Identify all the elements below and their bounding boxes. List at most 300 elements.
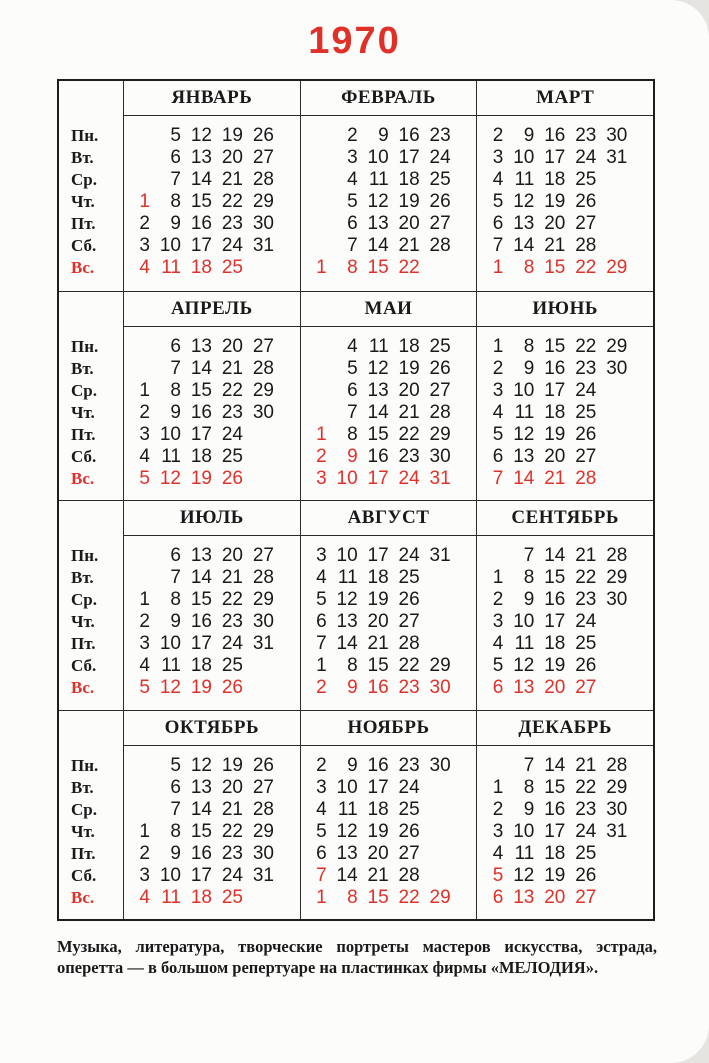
day-cell: 27 bbox=[575, 677, 597, 698]
day-row bbox=[301, 380, 477, 402]
day-cell: 4 bbox=[316, 798, 327, 820]
day-row bbox=[301, 887, 477, 909]
day-cell: 17 bbox=[190, 633, 212, 654]
day-cell: 4 bbox=[316, 567, 327, 588]
day-cell: 20 bbox=[398, 213, 420, 234]
day-cell: 8 bbox=[170, 589, 181, 610]
weekday-label: Сб. bbox=[71, 656, 97, 675]
day-cell bbox=[130, 336, 150, 358]
day-cell: 28 bbox=[575, 467, 597, 489]
day-cell: 12 bbox=[367, 357, 389, 379]
day-row bbox=[124, 358, 300, 380]
day-row bbox=[124, 545, 300, 567]
day-row bbox=[477, 843, 653, 865]
day-cell: 25 bbox=[429, 169, 451, 190]
day-row bbox=[301, 799, 477, 821]
day-row bbox=[301, 755, 477, 777]
day-cell: 1 bbox=[316, 423, 327, 445]
weekday-label: Сб. bbox=[71, 865, 97, 885]
day-cell: 8 bbox=[523, 567, 535, 588]
day-cell: 23 bbox=[398, 677, 420, 698]
day-cell bbox=[420, 611, 451, 633]
day-cell: 5 bbox=[347, 357, 358, 379]
day-cell: 1 bbox=[492, 335, 504, 357]
day-cell: 10 bbox=[336, 776, 358, 798]
day-row bbox=[301, 358, 477, 380]
day-cell: 29 bbox=[252, 820, 274, 842]
day-cell: 24 bbox=[221, 423, 243, 445]
day-cell: 8 bbox=[347, 423, 358, 445]
weekday-label: Сб. bbox=[71, 446, 97, 466]
day-cell: 1 bbox=[492, 257, 504, 278]
month-days bbox=[124, 545, 300, 699]
day-cell: 8 bbox=[170, 191, 181, 212]
day-cell: 18 bbox=[544, 401, 566, 423]
day-cell: 27 bbox=[252, 147, 274, 168]
day-cell: 20 bbox=[544, 213, 566, 234]
day-cell: 17 bbox=[190, 423, 212, 445]
day-cell: 23 bbox=[575, 357, 597, 379]
day-cell: 3 bbox=[316, 776, 327, 798]
day-cell: 20 bbox=[221, 335, 243, 357]
day-cell: 15 bbox=[544, 567, 566, 588]
day-cell bbox=[596, 865, 627, 887]
day-cell: 24 bbox=[221, 633, 243, 654]
day-cell: 8 bbox=[523, 335, 535, 357]
day-cell: 20 bbox=[398, 379, 420, 401]
day-cell: 18 bbox=[190, 655, 212, 676]
day-cell bbox=[596, 677, 627, 699]
day-cell: 29 bbox=[429, 886, 451, 908]
day-cell: 11 bbox=[514, 169, 535, 190]
day-row bbox=[124, 446, 300, 468]
day-cell: 6 bbox=[170, 147, 181, 168]
day-cell bbox=[307, 336, 327, 358]
day-cell: 30 bbox=[429, 445, 451, 467]
day-cell bbox=[596, 843, 627, 865]
day-cell: 6 bbox=[170, 545, 181, 566]
day-row bbox=[477, 191, 653, 213]
month-name: ФЕВРАЛЬ bbox=[301, 81, 477, 116]
day-cell: 31 bbox=[606, 147, 628, 168]
day-cell: 20 bbox=[544, 677, 566, 698]
day-row bbox=[124, 424, 300, 446]
month-days bbox=[301, 336, 477, 490]
day-cell: 19 bbox=[367, 820, 389, 842]
day-cell: 29 bbox=[606, 257, 628, 278]
day-cell: 19 bbox=[398, 357, 420, 379]
day-cell: 11 bbox=[514, 401, 535, 423]
day-cell: 11 bbox=[337, 798, 358, 820]
day-row bbox=[301, 125, 477, 147]
day-cell bbox=[420, 257, 451, 279]
day-cell bbox=[243, 257, 274, 279]
day-cell: 17 bbox=[367, 776, 389, 798]
day-cell bbox=[130, 169, 150, 191]
weekday-labels bbox=[59, 291, 123, 501]
day-cell: 26 bbox=[398, 820, 420, 842]
day-row bbox=[301, 213, 477, 235]
day-row bbox=[124, 655, 300, 677]
day-cell: 23 bbox=[221, 842, 243, 864]
day-row bbox=[477, 468, 653, 490]
day-row bbox=[301, 777, 477, 799]
day-cell: 7 bbox=[523, 754, 535, 776]
day-cell: 9 bbox=[523, 589, 535, 610]
day-cell: 14 bbox=[190, 169, 212, 190]
day-cell: 20 bbox=[367, 842, 389, 864]
day-cell: 13 bbox=[513, 677, 535, 698]
month-block bbox=[123, 710, 300, 920]
weekday-label: Чт. bbox=[71, 821, 95, 841]
day-cell: 16 bbox=[544, 798, 566, 820]
day-row bbox=[301, 191, 477, 213]
day-row bbox=[124, 843, 300, 865]
day-cell bbox=[307, 358, 327, 380]
day-cell bbox=[420, 633, 451, 655]
day-cell bbox=[243, 446, 274, 468]
day-cell: 30 bbox=[606, 798, 628, 820]
day-cell: 19 bbox=[221, 754, 243, 776]
day-cell: 24 bbox=[575, 820, 597, 842]
day-cell: 30 bbox=[429, 754, 451, 776]
day-cell: 2 bbox=[316, 754, 327, 776]
day-cell: 18 bbox=[398, 335, 420, 357]
day-cell: 3 bbox=[492, 820, 504, 842]
day-cell: 12 bbox=[336, 820, 358, 842]
day-row bbox=[477, 125, 653, 147]
day-cell: 4 bbox=[347, 169, 358, 190]
day-cell: 27 bbox=[429, 213, 451, 234]
day-cell: 14 bbox=[367, 401, 389, 423]
day-row bbox=[124, 257, 300, 279]
day-row bbox=[124, 777, 300, 799]
day-cell: 18 bbox=[190, 445, 212, 467]
month-block bbox=[300, 500, 477, 710]
day-row bbox=[301, 257, 477, 279]
day-cell: 15 bbox=[367, 423, 389, 445]
day-cell: 8 bbox=[523, 257, 535, 278]
day-cell: 7 bbox=[316, 864, 327, 886]
day-cell: 12 bbox=[159, 677, 181, 698]
day-cell: 23 bbox=[221, 213, 243, 234]
day-row bbox=[301, 567, 477, 589]
month-name: ИЮЛЬ bbox=[124, 501, 300, 536]
weekday-label: Вс. bbox=[71, 258, 95, 277]
day-cell: 25 bbox=[575, 842, 597, 864]
day-cell: 28 bbox=[606, 754, 628, 776]
day-cell: 14 bbox=[336, 864, 358, 886]
day-cell: 16 bbox=[190, 401, 212, 423]
day-cell: 4 bbox=[492, 633, 504, 654]
day-cell bbox=[596, 655, 627, 677]
month-block bbox=[476, 291, 653, 501]
day-cell: 3 bbox=[347, 147, 358, 168]
day-cell: 9 bbox=[523, 357, 535, 379]
day-cell: 16 bbox=[190, 611, 212, 632]
month-name: НОЯБРЬ bbox=[301, 711, 477, 746]
day-row bbox=[301, 235, 477, 257]
day-cell: 22 bbox=[398, 886, 420, 908]
day-cell: 20 bbox=[221, 545, 243, 566]
day-cell bbox=[243, 468, 274, 490]
day-cell bbox=[596, 380, 627, 402]
day-row bbox=[477, 611, 653, 633]
day-cell bbox=[243, 655, 274, 677]
day-cell: 10 bbox=[513, 147, 535, 168]
day-cell: 1 bbox=[316, 655, 327, 676]
day-cell: 9 bbox=[378, 125, 389, 146]
day-cell: 5 bbox=[347, 191, 358, 212]
day-cell: 23 bbox=[221, 401, 243, 423]
day-cell: 17 bbox=[544, 147, 566, 168]
day-cell: 30 bbox=[252, 213, 274, 234]
day-cell bbox=[307, 235, 327, 257]
day-cell: 24 bbox=[575, 379, 597, 401]
day-cell: 2 bbox=[492, 798, 504, 820]
weekday-label: Вт. bbox=[71, 148, 94, 167]
day-cell: 24 bbox=[221, 864, 243, 886]
weekday-label: Пт. bbox=[71, 843, 96, 863]
day-cell: 27 bbox=[575, 213, 597, 234]
day-row bbox=[124, 821, 300, 843]
day-cell: 13 bbox=[513, 886, 535, 908]
day-cell: 23 bbox=[429, 125, 451, 146]
day-cell: 6 bbox=[492, 886, 504, 908]
day-cell: 4 bbox=[139, 655, 150, 676]
day-cell bbox=[596, 402, 627, 424]
day-cell: 28 bbox=[429, 401, 451, 423]
day-row bbox=[477, 235, 653, 257]
day-cell: 15 bbox=[190, 820, 212, 842]
day-cell: 7 bbox=[170, 169, 181, 190]
day-cell: 8 bbox=[523, 776, 535, 798]
day-cell: 28 bbox=[606, 545, 628, 566]
day-cell: 7 bbox=[170, 798, 181, 820]
day-row bbox=[301, 336, 477, 358]
day-row bbox=[477, 402, 653, 424]
day-cell: 14 bbox=[336, 633, 358, 654]
day-cell: 14 bbox=[513, 467, 535, 489]
day-cell: 24 bbox=[575, 147, 597, 168]
day-cell: 13 bbox=[336, 842, 358, 864]
weekday-label: Вт. bbox=[71, 777, 94, 797]
day-cell bbox=[130, 125, 150, 147]
month-days bbox=[124, 336, 300, 490]
day-cell: 19 bbox=[544, 864, 566, 886]
month-name: ИЮНЬ bbox=[477, 292, 653, 327]
day-cell: 4 bbox=[139, 886, 150, 908]
day-row bbox=[124, 336, 300, 358]
day-cell: 30 bbox=[252, 611, 274, 632]
day-cell: 2 bbox=[347, 125, 358, 146]
day-cell: 15 bbox=[190, 379, 212, 401]
day-cell: 29 bbox=[429, 423, 451, 445]
day-row bbox=[477, 169, 653, 191]
day-cell: 18 bbox=[398, 169, 420, 190]
day-cell bbox=[307, 402, 327, 424]
day-cell: 28 bbox=[575, 235, 597, 256]
month-block bbox=[300, 710, 477, 920]
day-cell: 16 bbox=[367, 445, 389, 467]
day-cell: 26 bbox=[575, 864, 597, 886]
day-cell: 10 bbox=[159, 423, 181, 445]
day-cell: 25 bbox=[575, 401, 597, 423]
day-cell: 5 bbox=[316, 589, 327, 610]
day-cell: 9 bbox=[523, 125, 535, 146]
month-days bbox=[477, 755, 653, 909]
calendar-year: 1970 bbox=[308, 20, 401, 62]
advertisement-text: Музыка, литература, творческие портреты мастеров искусства, эстрада, оперетта — в большом репертуаре на пластинках фирмы «МЕЛОДИЯ». bbox=[57, 937, 657, 977]
weekday-label: Вс. bbox=[71, 678, 95, 697]
day-cell: 23 bbox=[221, 611, 243, 632]
day-row bbox=[477, 755, 653, 777]
month-days bbox=[301, 755, 477, 909]
day-row bbox=[477, 147, 653, 169]
weekday-label: Чт. bbox=[71, 612, 95, 631]
day-cell: 25 bbox=[221, 257, 243, 278]
weekday-labels bbox=[59, 710, 123, 920]
day-cell: 10 bbox=[159, 633, 181, 654]
day-cell: 22 bbox=[221, 191, 243, 212]
day-cell: 28 bbox=[398, 864, 420, 886]
day-cell: 29 bbox=[252, 379, 274, 401]
day-cell: 24 bbox=[398, 545, 420, 566]
day-row bbox=[477, 799, 653, 821]
day-cell: 30 bbox=[252, 401, 274, 423]
day-cell: 10 bbox=[336, 545, 358, 566]
weekday-label: Пн. bbox=[71, 336, 99, 356]
day-cell: 20 bbox=[544, 886, 566, 908]
day-row bbox=[124, 589, 300, 611]
day-cell: 7 bbox=[492, 467, 504, 489]
day-row bbox=[301, 633, 477, 655]
weekday-label: Вс. bbox=[71, 887, 95, 907]
day-cell: 12 bbox=[190, 125, 212, 146]
day-cell: 3 bbox=[139, 235, 150, 256]
day-cell: 4 bbox=[492, 169, 504, 190]
weekday-labels bbox=[59, 81, 123, 291]
day-cell: 18 bbox=[544, 842, 566, 864]
day-cell bbox=[307, 147, 327, 169]
day-cell: 1 bbox=[139, 589, 150, 610]
day-cell: 4 bbox=[492, 401, 504, 423]
day-cell: 9 bbox=[523, 798, 535, 820]
day-cell: 1 bbox=[316, 257, 327, 278]
day-cell: 7 bbox=[316, 633, 327, 654]
day-row bbox=[124, 147, 300, 169]
day-cell: 7 bbox=[492, 235, 504, 256]
day-cell: 9 bbox=[170, 213, 181, 234]
day-cell: 22 bbox=[221, 820, 243, 842]
day-cell bbox=[130, 545, 150, 567]
day-cell: 15 bbox=[190, 191, 212, 212]
day-cell: 5 bbox=[492, 655, 504, 676]
day-cell: 13 bbox=[513, 445, 535, 467]
day-cell: 19 bbox=[398, 191, 420, 212]
day-cell: 11 bbox=[161, 445, 181, 467]
day-cell: 1 bbox=[139, 379, 150, 401]
day-row bbox=[477, 380, 653, 402]
day-cell: 23 bbox=[575, 798, 597, 820]
day-cell bbox=[243, 887, 274, 909]
day-cell: 8 bbox=[170, 379, 181, 401]
day-row bbox=[301, 169, 477, 191]
day-cell: 27 bbox=[252, 545, 274, 566]
day-cell: 6 bbox=[492, 445, 504, 467]
day-row bbox=[477, 213, 653, 235]
day-cell: 30 bbox=[606, 125, 628, 146]
day-cell: 7 bbox=[523, 545, 535, 566]
day-cell: 14 bbox=[190, 567, 212, 588]
day-cell: 25 bbox=[398, 798, 420, 820]
day-cell: 21 bbox=[367, 864, 389, 886]
day-cell: 28 bbox=[252, 169, 274, 190]
day-cell: 8 bbox=[170, 820, 181, 842]
day-cell: 26 bbox=[398, 589, 420, 610]
day-cell: 19 bbox=[544, 655, 566, 676]
month-name: МАИ bbox=[301, 292, 477, 327]
day-cell: 3 bbox=[492, 147, 504, 168]
day-cell: 21 bbox=[575, 545, 597, 566]
day-cell: 12 bbox=[513, 423, 535, 445]
day-cell: 18 bbox=[544, 633, 566, 654]
day-row bbox=[301, 468, 477, 490]
day-cell: 7 bbox=[347, 235, 358, 256]
day-row bbox=[124, 169, 300, 191]
day-cell: 26 bbox=[429, 191, 451, 212]
day-cell: 30 bbox=[606, 357, 628, 379]
day-cell: 16 bbox=[190, 842, 212, 864]
day-cell: 6 bbox=[347, 379, 358, 401]
day-cell: 10 bbox=[336, 467, 358, 489]
day-cell: 9 bbox=[347, 754, 358, 776]
day-cell bbox=[243, 424, 274, 446]
day-cell: 21 bbox=[544, 235, 566, 256]
day-cell: 8 bbox=[347, 886, 358, 908]
day-cell: 25 bbox=[575, 633, 597, 654]
day-cell: 20 bbox=[367, 611, 389, 632]
day-row bbox=[124, 865, 300, 887]
day-row bbox=[301, 424, 477, 446]
weekday-label: Сб. bbox=[71, 236, 97, 255]
day-cell: 17 bbox=[544, 820, 566, 842]
day-cell: 21 bbox=[221, 357, 243, 379]
day-row bbox=[301, 677, 477, 699]
weekday-label: Пн. bbox=[71, 126, 99, 145]
day-cell: 19 bbox=[190, 467, 212, 489]
day-cell: 23 bbox=[398, 445, 420, 467]
day-cell: 4 bbox=[139, 445, 150, 467]
day-row bbox=[124, 402, 300, 424]
day-cell: 18 bbox=[367, 567, 389, 588]
day-cell: 5 bbox=[316, 820, 327, 842]
day-cell: 25 bbox=[429, 335, 451, 357]
day-cell bbox=[420, 865, 451, 887]
day-cell: 9 bbox=[170, 611, 181, 632]
day-cell: 17 bbox=[367, 545, 389, 566]
day-row bbox=[477, 424, 653, 446]
day-row bbox=[124, 611, 300, 633]
weekday-label: Ср. bbox=[71, 170, 97, 189]
day-cell: 27 bbox=[429, 379, 451, 401]
day-cell: 16 bbox=[544, 589, 566, 610]
day-cell: 10 bbox=[513, 820, 535, 842]
day-row bbox=[301, 821, 477, 843]
day-cell: 19 bbox=[221, 125, 243, 146]
day-cell: 16 bbox=[190, 213, 212, 234]
weekday-label: Чт. bbox=[71, 192, 95, 211]
